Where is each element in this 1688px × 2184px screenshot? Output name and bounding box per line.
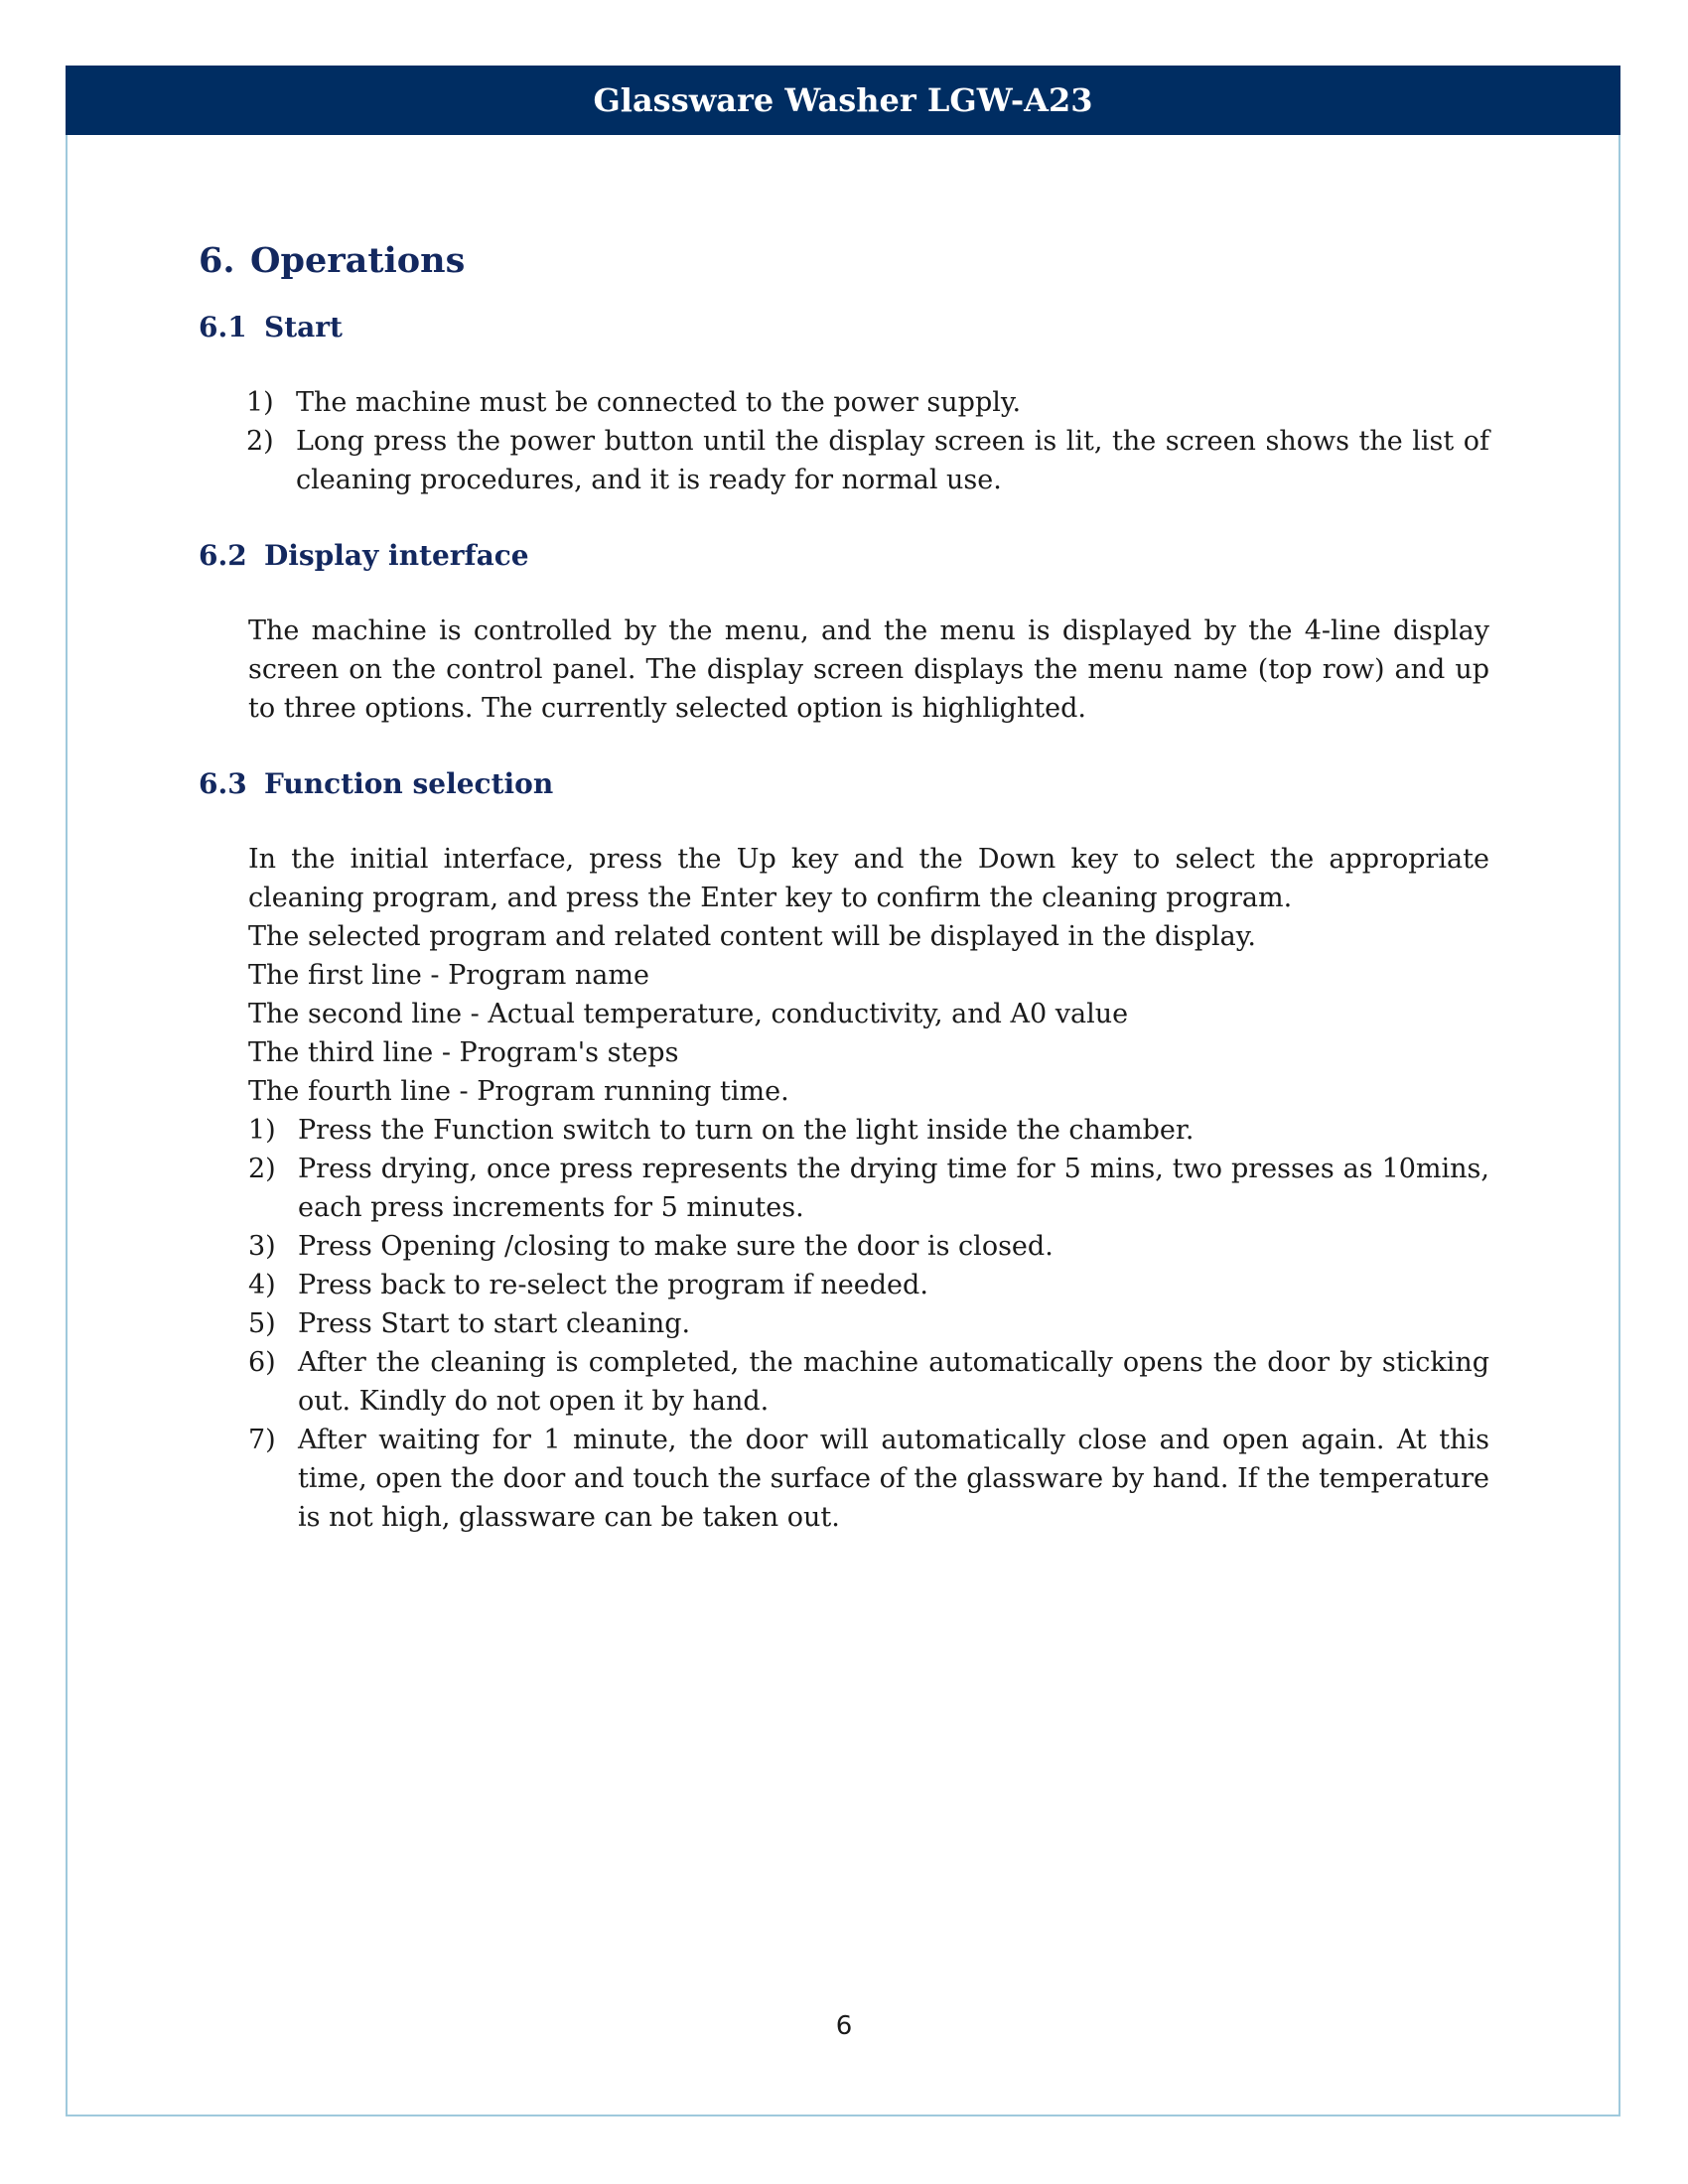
list-marker: 1) [246,387,274,418]
subsection-heading-function-selection [199,764,1489,804]
list-item [199,1304,1489,1343]
subsection-heading-display-interface [199,536,1489,576]
list-item-text: After waiting for 1 minute, the door will automatically close and open again. At this time, open the door and touch the surface of the glassware by hand. If the temperature is not high, glassware can be taken out. [298,1425,1489,1533]
list-item [199,1111,1489,1150]
list-item-text: Press Start to start cleaning. [298,1308,691,1339]
list-marker: 5) [248,1308,276,1339]
list-marker: 4) [248,1270,276,1300]
list-item-text: Press the Function switch to turn on the light inside the chamber. [298,1115,1195,1146]
list-item-text: Long press the power button until the display screen is lit, the screen shows the list of cleaning procedures, and it is ready for normal use. [296,426,1489,495]
display-line-description: The first line - Program name [248,960,649,991]
display-line-description: The fourth line - Program running time. [248,1076,789,1107]
list-item-text: Press back to re-select the program if needed. [298,1270,928,1300]
subsection-heading-start [199,308,1489,347]
display-line-description: The third line - Program's steps [248,1037,679,1068]
section-heading [199,230,1489,292]
page-number: 6 [835,2011,853,2041]
list-item-text: The machine must be connected to the power supply. [296,387,1022,418]
list-item [199,383,1489,422]
subsection-title: Display interface [264,539,529,572]
function-selection-intro: In the initial interface, press the Up key and the Down key to select the appropriate cleaning program, and press the Enter key to confirm the cleaning program. [248,844,1489,913]
subsection-number: 6.3 [199,767,247,800]
display-line-description: The second line - Actual temperature, conductivity, and A0 value [248,999,1129,1029]
subsection-number: 6.2 [199,539,247,572]
document-header [66,66,1620,135]
list-item [199,1227,1489,1266]
list-marker: 6) [248,1347,276,1378]
list-marker: 2) [248,1154,276,1184]
list-item [199,422,1489,499]
list-item [199,1343,1489,1421]
subsection-number: 6.1 [199,311,247,343]
display-interface-paragraph: The machine is controlled by the menu, and the menu is displayed by the 4-line display screen on the control panel. The display screen displays the menu name (top row) and up to three options. The currently selected option is highlighted. [248,615,1489,724]
list-marker: 7) [248,1425,276,1455]
list-marker: 3) [248,1231,276,1262]
section-title: Operations [250,240,466,281]
function-steps-list [199,1111,1489,1537]
page-content [199,230,1489,1537]
document-title: Glassware Washer LGW-A23 [593,81,1093,119]
list-item-text: Press Opening /closing to make sure the door is closed. [298,1231,1054,1262]
list-item [199,1266,1489,1304]
list-marker: 1) [248,1115,276,1146]
list-item-text: After the cleaning is completed, the machine automatically opens the door by sticking out. Kindly do not open it by hand. [298,1347,1489,1417]
subsection-title: Function selection [264,767,554,800]
list-item [199,1150,1489,1227]
list-item [199,1421,1489,1537]
list-item-text: Press drying, once press represents the drying time for 5 mins, two presses as 10mins, each press increments for 5 minutes. [298,1154,1489,1223]
start-steps-list [199,383,1489,499]
subsection-title: Start [264,311,343,343]
display-line-description: The selected program and related content will be displayed in the display. [248,921,1257,952]
section-number: 6. [199,240,235,281]
list-marker: 2) [246,426,274,457]
